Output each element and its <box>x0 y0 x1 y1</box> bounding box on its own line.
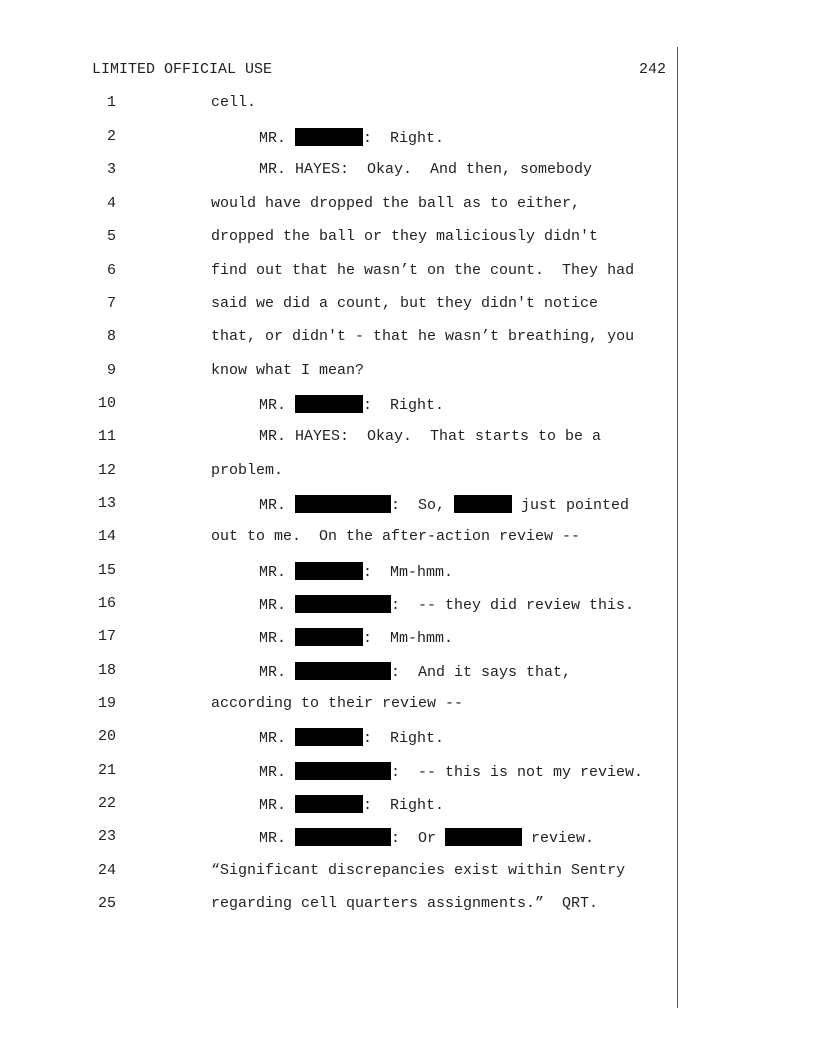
line-text: that, or didn't - that he wasn’t breathing, you <box>211 328 635 345</box>
line-number: 4 <box>106 195 116 212</box>
transcript-line <box>0 562 816 582</box>
line-number: 1 <box>106 94 116 111</box>
transcript-line <box>0 295 816 315</box>
line-remainder: : Mm-hmm. <box>363 630 454 647</box>
line-number: 7 <box>106 295 116 312</box>
transcript-line <box>0 595 816 615</box>
speaker-prefix: MR. <box>259 630 296 647</box>
line-text <box>259 128 444 147</box>
speaker-prefix: MR. <box>259 730 296 747</box>
transcript-line <box>0 362 816 382</box>
speaker-prefix: MR. <box>259 497 296 514</box>
line-remainder: : Right. <box>363 397 445 414</box>
redaction-box <box>454 495 512 513</box>
line-number: 23 <box>97 828 116 845</box>
transcript-line <box>0 628 816 648</box>
line-number: 21 <box>97 762 116 779</box>
speaker-prefix: MR. <box>259 597 296 614</box>
line-remainder: : -- this is not my review. <box>391 764 644 781</box>
line-remainder: : Right. <box>363 130 445 147</box>
line-text <box>259 828 594 847</box>
line-number: 8 <box>106 328 116 345</box>
line-number: 25 <box>97 895 116 912</box>
line-middle: : So, <box>391 497 455 514</box>
line-text: problem. <box>211 462 284 479</box>
line-number: 3 <box>106 161 116 178</box>
classification-header: LIMITED OFFICIAL USE <box>92 61 273 78</box>
line-text <box>259 495 629 514</box>
redaction-box <box>295 562 363 580</box>
line-number: 17 <box>97 628 116 645</box>
line-text: would have dropped the ball as to either, <box>211 195 581 212</box>
transcript-line <box>0 462 816 482</box>
transcript-line <box>0 528 816 548</box>
line-text <box>259 395 444 414</box>
redaction-box <box>295 595 391 613</box>
line-text: according to their review -- <box>211 695 464 712</box>
transcript-line <box>0 662 816 682</box>
transcript-line <box>0 395 816 415</box>
line-text <box>259 728 444 747</box>
transcript-line <box>0 762 816 782</box>
line-number: 11 <box>97 428 116 445</box>
transcript-line <box>0 328 816 348</box>
transcript-line <box>0 728 816 748</box>
speaker-prefix: MR. <box>259 564 296 581</box>
line-text <box>259 662 571 681</box>
line-remainder: : Right. <box>363 797 445 814</box>
transcript-line <box>0 828 816 848</box>
line-text <box>259 795 444 814</box>
line-middle: : Or <box>391 830 446 847</box>
transcript-line <box>0 428 816 448</box>
line-text: MR. HAYES: Okay. And then, somebody <box>259 161 593 178</box>
speaker-prefix: MR. <box>259 397 296 414</box>
line-remainder: review. <box>522 830 595 847</box>
line-text: dropped the ball or they maliciously didn't <box>211 228 599 245</box>
transcript-line <box>0 161 816 181</box>
transcript-line <box>0 695 816 715</box>
line-remainder: : And it says that, <box>391 664 572 681</box>
line-text: out to me. On the after-action review -- <box>211 528 581 545</box>
speaker-prefix: MR. <box>259 664 296 681</box>
line-number: 10 <box>97 395 116 412</box>
line-remainder: : -- they did review this. <box>391 597 635 614</box>
redaction-box <box>295 128 363 146</box>
line-remainder: just pointed <box>512 497 630 514</box>
transcript-line <box>0 228 816 248</box>
transcript-line <box>0 795 816 815</box>
line-number: 24 <box>97 862 116 879</box>
line-number: 22 <box>97 795 116 812</box>
transcript-line <box>0 495 816 515</box>
transcript-line <box>0 895 816 915</box>
line-number: 18 <box>97 662 116 679</box>
line-remainder: : Mm-hmm. <box>363 564 454 581</box>
transcript-line <box>0 862 816 882</box>
redaction-box <box>295 762 391 780</box>
line-number: 20 <box>97 728 116 745</box>
speaker-prefix: MR. <box>259 830 296 847</box>
line-number: 6 <box>106 262 116 279</box>
line-text: MR. HAYES: Okay. That starts to be a <box>259 428 602 445</box>
line-number: 9 <box>106 362 116 379</box>
line-text: know what I mean? <box>211 362 365 379</box>
line-text: find out that he wasn’t on the count. They had <box>211 262 635 279</box>
line-text: cell. <box>211 94 257 111</box>
redaction-box <box>295 662 391 680</box>
redaction-box <box>295 728 363 746</box>
redaction-box <box>295 495 391 513</box>
line-number: 13 <box>97 495 116 512</box>
line-text <box>259 628 453 647</box>
redaction-box <box>445 828 522 846</box>
line-number: 19 <box>97 695 116 712</box>
line-text <box>259 595 634 614</box>
line-number: 14 <box>97 528 116 545</box>
line-number: 5 <box>106 228 116 245</box>
line-number: 12 <box>97 462 116 479</box>
transcript-line <box>0 195 816 215</box>
speaker-prefix: MR. <box>259 764 296 781</box>
redaction-box <box>295 628 363 646</box>
speaker-prefix: MR. <box>259 130 296 147</box>
line-number: 16 <box>97 595 116 612</box>
transcript-line <box>0 128 816 148</box>
redaction-box <box>295 795 363 813</box>
transcript-line <box>0 262 816 282</box>
line-remainder: : Right. <box>363 730 445 747</box>
line-text: said we did a count, but they didn't notice <box>211 295 599 312</box>
line-number: 2 <box>106 128 116 145</box>
line-text <box>259 562 453 581</box>
line-text: regarding cell quarters assignments.” QRT. <box>211 895 599 912</box>
line-number: 15 <box>97 562 116 579</box>
transcript-line <box>0 94 816 114</box>
line-text: “Significant discrepancies exist within Sentry <box>211 862 626 879</box>
page-number: 242 <box>638 61 666 78</box>
redaction-box <box>295 828 391 846</box>
redaction-box <box>295 395 363 413</box>
speaker-prefix: MR. <box>259 797 296 814</box>
line-text <box>259 762 643 781</box>
